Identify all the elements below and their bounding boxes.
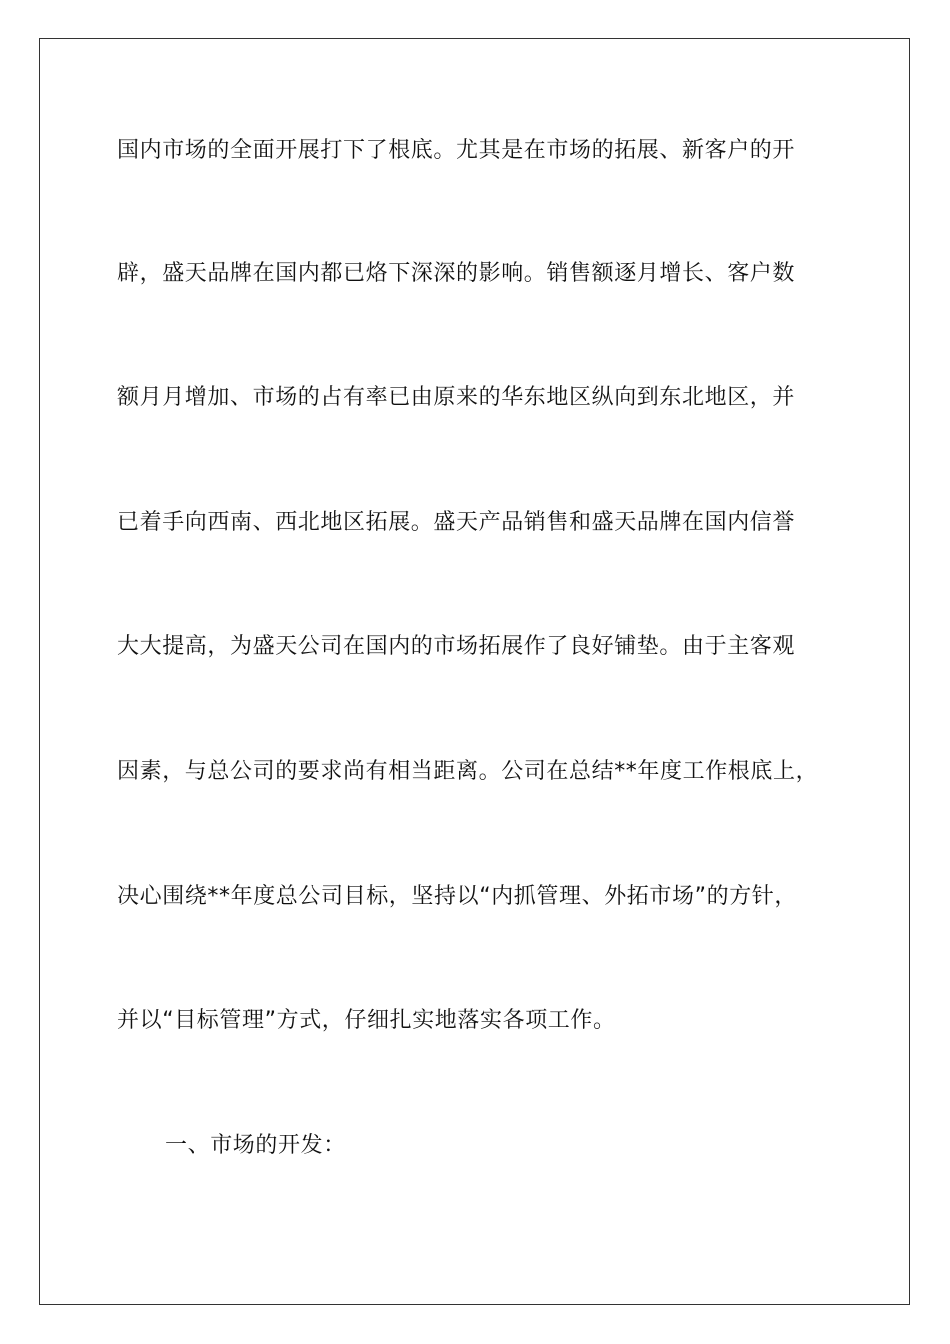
body-text-line-6: 因素，与总公司的要求尚有相当距离。公司在总结**年度工作根底上， xyxy=(117,759,819,784)
section-heading: 一、市场的开发： xyxy=(165,1133,346,1158)
body-text-line-2: 辟，盛天品牌在国内都已烙下深深的影响。销售额逐月增长、客户数 xyxy=(117,261,796,286)
page-frame xyxy=(39,38,910,1305)
body-text-line-4: 已着手向西南、西北地区拓展。盛天产品销售和盛天品牌在国内信誉 xyxy=(117,510,796,535)
body-text-line-1: 国内市场的全面开展打下了根底。尤其是在市场的拓展、新客户的开 xyxy=(117,138,796,163)
body-text-line-3: 额月月增加、市场的占有率已由原来的华东地区纵向到东北地区，并 xyxy=(117,385,796,410)
body-text-line-8: 并以“目标管理”方式，仔细扎实地落实各项工作。 xyxy=(117,1008,616,1033)
body-text-line-7: 决心围绕**年度总公司目标，坚持以“内抓管理、外拓市场”的方针， xyxy=(117,884,797,909)
body-text-line-5: 大大提高，为盛天公司在国内的市场拓展作了良好铺垫。由于主客观 xyxy=(117,634,796,659)
